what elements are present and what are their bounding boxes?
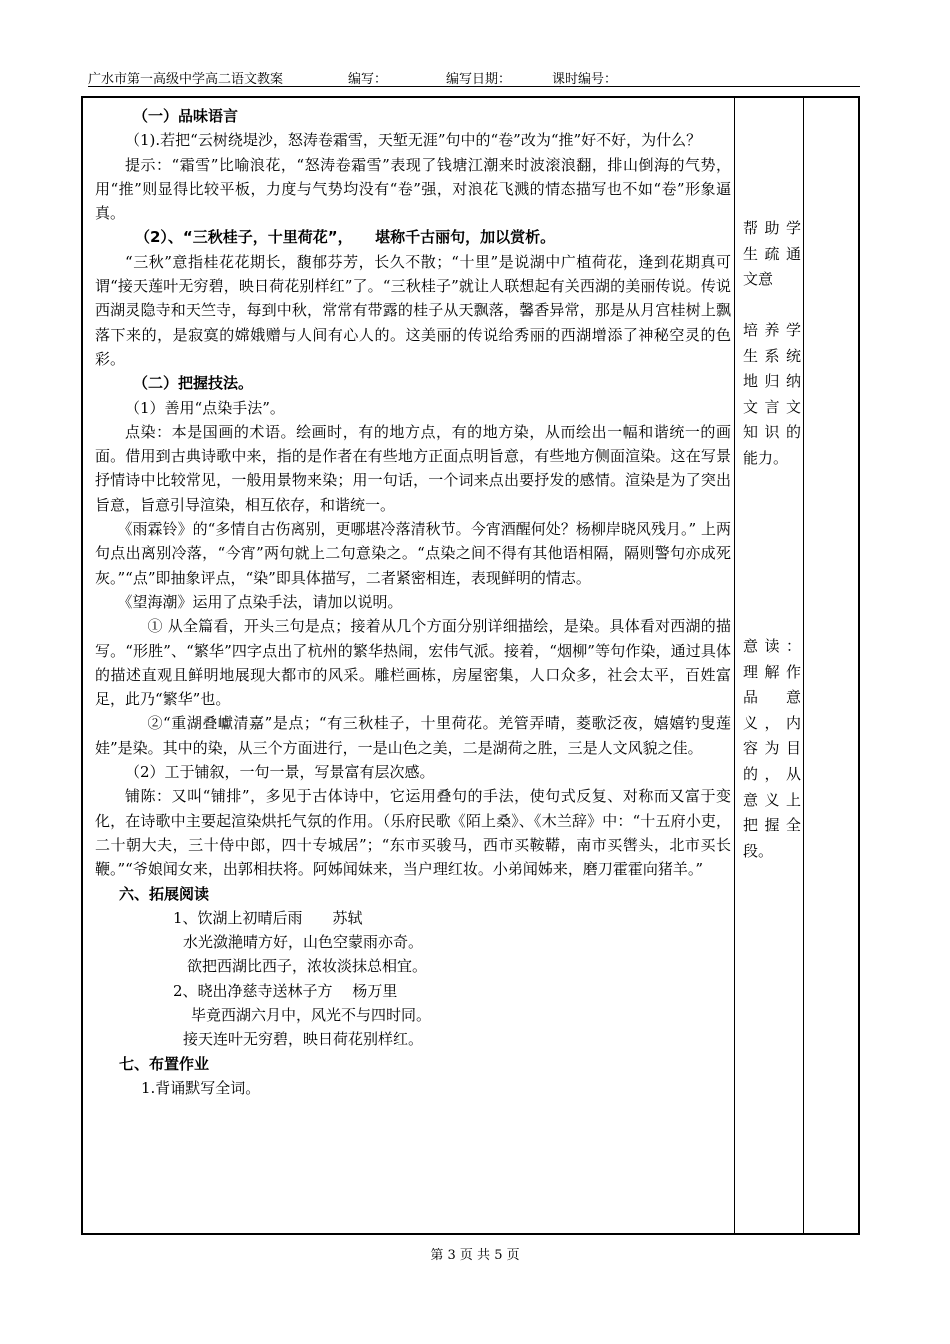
- technique-title: （2）工于铺叙，一句一景，写景富有层次感。: [125, 763, 435, 782]
- page-number: 第 3 页 共 5 页: [430, 1248, 520, 1263]
- question: 《望海潮》运用了点染手法，请加以说明。: [117, 592, 403, 611]
- poem-line: 接天连叶无穷碧，映日荷花别样红。: [183, 1030, 424, 1049]
- definition-paragraph: 点染：本是国画的术语。绘画时，有的地方点，有的地方染，从而绘出一幅和谐统一的画面。借用到古典诗歌中来，指的是作者在有些地方正面点明旨意，有些地方侧面渲染。这在写景抒情诗中比较常见，一般用景物来染；用一句话，一个词来点出要抒发的感情。渲染是为了突出旨意，旨意引导渲染，相互依存，和谐统一。: [95, 422, 731, 514]
- homework-item: 1.背诵默写全词。: [141, 1078, 261, 1097]
- section-title: 六、拓展阅读: [119, 884, 210, 903]
- question: （1).若把“云树绕堤沙，怒涛卷霜雪，天堑无涯”句中的“卷”改为“推”好不好，为什么？: [125, 131, 702, 150]
- column-divider: [734, 98, 735, 1233]
- date-field: 编写日期：: [446, 72, 512, 87]
- page-footer: [0, 1244, 950, 1263]
- side-note: 意读：理解作品意义，内容为目的，从意义上把握全段。: [743, 637, 801, 860]
- column-divider: [803, 98, 804, 1233]
- lesson-table: [81, 96, 860, 1235]
- answer-paragraph: “三秋”意指桂花花期长，馥郁芬芳，长久不散；“十里”是说湖中广植荷花，逢到花期真可谓“接天莲叶无穷碧，映日荷花别样红”了。“三秋桂子”就让人联想起有关西湖的美丽传说。传说西湖灵隐寺和天竺寺，每到中秋，常常有带露的桂子从天飘落，馨香异常，那是从月宫桂树上飘落下来的，是寂寞的嫦娥赠与人间有心人的。这美丽的传说给秀丽的西湖增添了神秘空灵的色彩。: [95, 252, 731, 368]
- technique-title: （1）善用“点染手法”。: [125, 398, 285, 417]
- lesson-content: [95, 104, 731, 1100]
- section-title: （一）品味语言: [133, 107, 239, 125]
- page-header: [88, 66, 860, 87]
- question: （2）、“三秋桂子，十里荷花”， 堪称千古丽句，加以赏析。: [135, 228, 556, 247]
- poem-title: 1、饮湖上初晴后雨 苏轼: [173, 908, 363, 927]
- poem-line: 毕竟西湖六月中，风光不与四时同。: [191, 1005, 432, 1024]
- section-title: 七、布置作业: [119, 1054, 210, 1073]
- section-title: （二）把握技法。: [133, 374, 254, 393]
- poem-line: 水光潋滟晴方好，山色空蒙雨亦奇。: [183, 933, 424, 952]
- side-note: 帮助学生疏通文意: [743, 219, 801, 289]
- answer-paragraph: ① 从全篇看，开头三句是点；接着从几个方面分别详细描绘，是染。具体看对西湖的描写。“形胜”、“繁华”四字点出了杭州的繁华热闹，宏伟气派。接着，“烟柳”等句作染，通过具体的描述直观且鲜明地展现大都市的风采。雕栏画栋，房屋密集，人口众多，社会太平，百姓富足，此乃“繁华”也。: [95, 617, 731, 709]
- example-paragraph: 《雨霖铃》的“多情自古伤离别，更哪堪冷落清秋节。今宵酒醒何处？杨柳岸晓风残月。” 上两句点出离别冷落，“今宵”两句就上二句意染之。“点染之间不得有其他语相隔，隔则警句亦成死灰。”“点”即抽象评点，“染”即具体描写，二者紧密相连，表现鲜明的情志。: [95, 520, 731, 587]
- poem-title: 2、晓出净慈寺送林子方 杨万里: [173, 981, 398, 1000]
- answer-paragraph: ②“重湖叠巘清嘉”是点；“有三秋桂子，十里荷花。羌管弄晴，菱歌泛夜，嬉嬉钓叟莲娃”是染。其中的染，从三个方面进行，一是山色之美，二是湖荷之胜，三是人文风貌之佳。: [95, 714, 731, 757]
- school-title: 广水市第一高级中学高二语文教案: [88, 72, 284, 87]
- author-field: 编写：: [348, 72, 388, 87]
- hint-paragraph: 提示：“霜雪”比喻浪花，“怒涛卷霜雪”表现了钱塘江潮来时波滚浪翻，排山倒海的气势，用“推”则显得比较平板，力度与气势均没有“卷”强，对浪花飞溅的情态描写也不如“卷”形象逼真。: [95, 155, 731, 223]
- poem-line: 欲把西湖比西子，浓妆淡抹总相宜。: [187, 957, 428, 976]
- side-note: 培养学生系统地归纳文言文知识的能力。: [743, 321, 801, 467]
- definition-paragraph: 铺陈：又叫“铺排”，多见于古体诗中，它运用叠句的手法，使句式反复、对称而又富于变化，在诗歌中主要起渲染烘托气氛的作用。（乐府民歌《陌上桑》、《木兰辞》中：“十五府小吏，二十朝大夫，三十侍中郎，四十专城居”；“东市买骏马，西市买鞍鞯，南市买辔头，北市买长鞭。”“爷娘闻女来，出郭相扶将。阿姊闻妹来，当户理红妆。小弟闻姊来，磨刀霍霍向猪羊。”: [95, 787, 731, 879]
- lesson-number-field: 课时编号：: [552, 72, 618, 87]
